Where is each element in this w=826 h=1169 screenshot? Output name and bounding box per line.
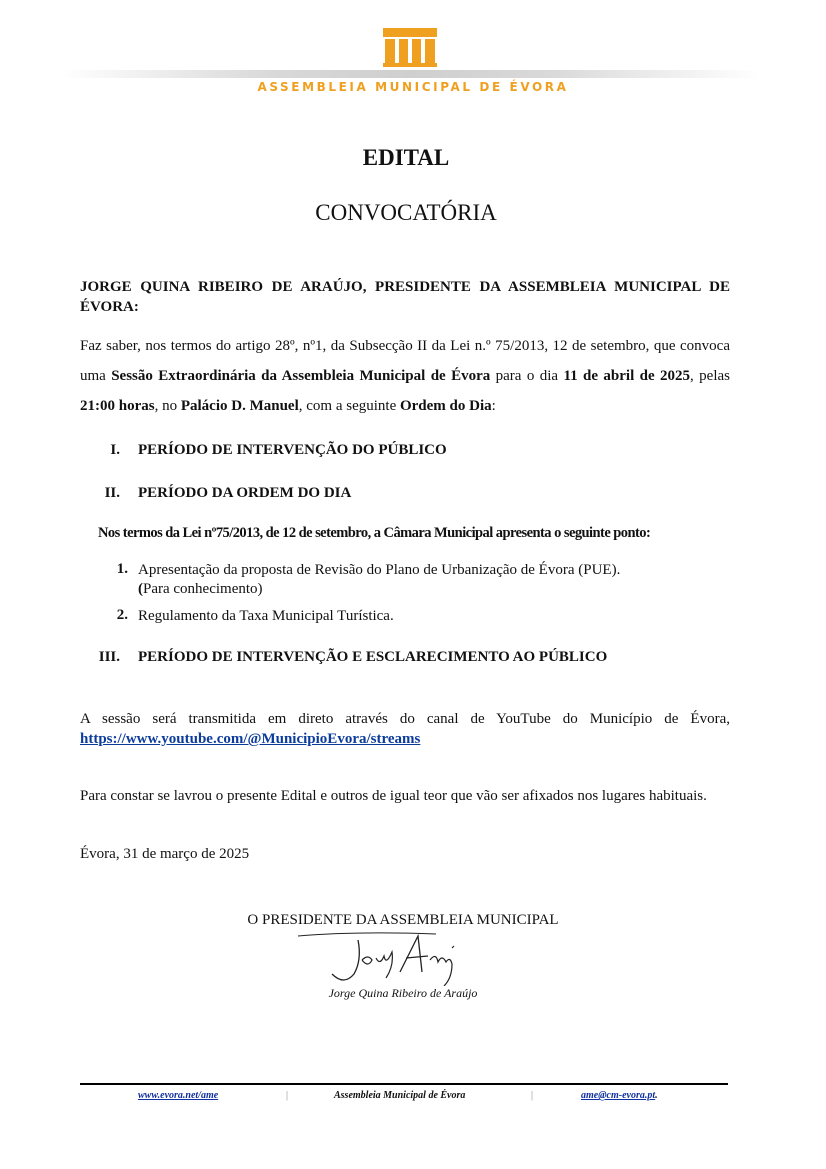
intro-text-5: , com a seguinte	[298, 398, 400, 414]
header-band	[60, 70, 760, 78]
email-suffix: .	[655, 1090, 658, 1101]
signatory-name: Jorge Quina Ribeiro de Araújo	[328, 986, 478, 1000]
section-number: III.	[98, 649, 120, 665]
assembly-columns-logo	[383, 28, 437, 68]
president-heading: JORGE QUINA RIBEIRO DE ARAÚJO, PRESIDENTE DA ASSEMBLEIA MUNICIPAL DE ÉVORA:	[80, 279, 730, 315]
agenda-item-note: Para conhecimento)	[143, 581, 263, 597]
agenda-item-text: Apresentação da proposta de Revisão do Plano de Urbanização de Évora (PUE).	[138, 562, 621, 578]
footer-website	[138, 1090, 218, 1101]
agenda-item-text: Regulamento da Taxa Municipal Turística.	[138, 608, 394, 624]
footer-org: Assembleia Municipal de Évora	[334, 1090, 466, 1101]
email-link[interactable]: ame@cm-evora.pt	[581, 1090, 656, 1101]
intro-text-2: para o dia	[490, 368, 564, 384]
session-type: Sessão Extraordinária da Assembleia Municipal de Évora	[111, 368, 491, 384]
agenda-label: Ordem do Dia	[399, 398, 492, 414]
section-title: PERÍODO DE INTERVENÇÃO E ESCLARECIMENTO AO PÚBLICO	[138, 649, 608, 665]
handwritten-signature	[296, 930, 472, 986]
intro-text-6: :	[491, 398, 496, 414]
session-time: 21:00 horas	[80, 398, 155, 414]
document-subtitle: CONVOCATÓRIA	[315, 200, 497, 225]
camara-note: Nos termos da Lei nº75/2013, de 12 de setembro, a Câmara Municipal apresenta o seguinte ponto:	[98, 525, 651, 541]
broadcast-text: A sessão será transmitida em direto através do canal de YouTube do Município de Évora,	[80, 711, 730, 727]
section-title: PERÍODO DA ORDEM DO DIA	[138, 485, 352, 501]
place-date: Évora, 31 de março de 2025	[80, 846, 250, 862]
closing-paragraph: Para constar se lavrou o presente Edital e outros de igual teor que vão ser afixados nos lugares habituais.	[80, 788, 707, 804]
intro-text-3: , pelas	[690, 368, 730, 384]
session-date: 11 de abril de 2025	[563, 368, 691, 384]
youtube-link[interactable]: https://www.youtube.com/@MunicipioEvora/streams	[80, 731, 421, 747]
footer-separator: |	[531, 1090, 534, 1101]
session-venue: Palácio D. Manuel	[180, 398, 299, 414]
website-link[interactable]: www.evora.net/ame	[138, 1090, 219, 1101]
agenda-item	[138, 561, 728, 599]
section-number: II.	[104, 485, 120, 501]
footer-email	[581, 1090, 658, 1101]
item-number: 2.	[116, 607, 128, 623]
section-title: PERÍODO DE INTERVENÇÃO DO PÚBLICO	[138, 442, 447, 458]
org-name: ASSEMBLEIA MUNICIPAL DE ÉVORA	[257, 80, 569, 94]
item-number: 1.	[116, 561, 128, 577]
document-title: EDITAL	[362, 145, 450, 170]
footer-separator: |	[286, 1090, 289, 1101]
intro-text-4: , no	[154, 398, 181, 414]
section-number: I.	[110, 442, 120, 458]
broadcast-paragraph	[80, 709, 730, 749]
footer-rule	[80, 1083, 728, 1085]
signature-label: O PRESIDENTE DA ASSEMBLEIA MUNICIPAL	[247, 912, 559, 928]
intro-text-1: Faz saber, nos termos do artigo 28º, nº1, da Subsecção II da Lei n.º 75/2013, 12 de setembro, que convoca uma	[80, 338, 730, 384]
paren: (	[138, 581, 143, 597]
intro-paragraph	[80, 331, 730, 421]
